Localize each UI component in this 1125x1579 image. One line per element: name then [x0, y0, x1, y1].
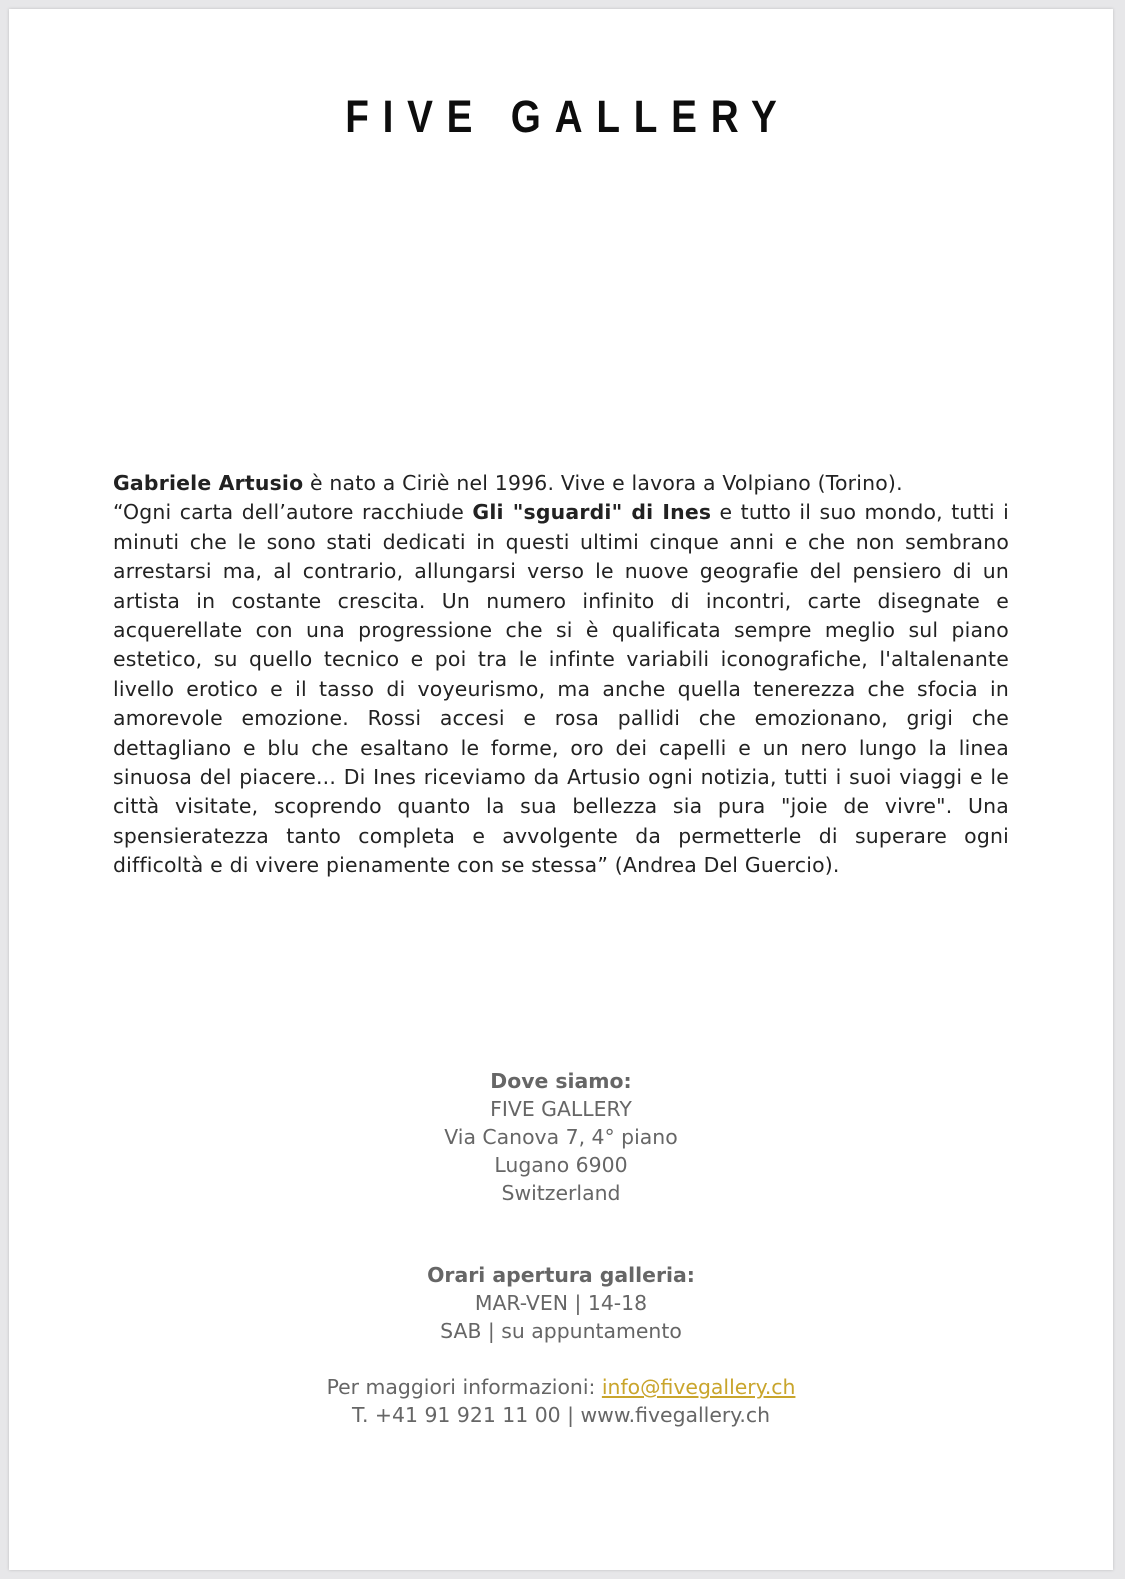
quote-part-2: e tutto il suo mondo, tutti i minuti che le sono stati dedicati in questi ultimi cinque anni e che non sembrano arrestarsi ma, al contrario, allungarsi verso le nuove geografie del pensiero di un artista in costante crescita. Un numero infinito di incontri, carte disegnate e acquerellate con una progressione che si è qualificata sempre meglio sul piano estetico, su quello tecnico e poi tra le infinte variabili iconografiche, l'altalenante livello erotico e il tasso di voyeurismo, ma anche quella tenerezza che sfocia in amorevole emozione. Rossi accesi e rosa pallidi che emozionano, grigi che dettagliano e blu che esaltano le forme, oro dei capelli e un nero lungo la linea sinuosa del piacere... Di Ines riceviamo da Artusio ogni notizia, tutti i suoi viaggi e le città visitate, scoprendo quanto la sua bellezza sia pura "joie de vivre". Una spensieratezza tanto completa e avvolgente da permetterle di superare ogni difficoltà e di vivere pienamente con se stessa” (Andrea Del Guercio). — [113, 500, 1009, 878]
location-block — [9, 1067, 1113, 1207]
hours-line: SAB | su appuntamento — [440, 1319, 682, 1343]
hours-line: MAR-VEN | 14-18 — [474, 1291, 648, 1315]
opening-hours-block — [9, 1261, 1113, 1345]
quote-part-1: “Ogni carta dell’autore racchiude — [113, 500, 473, 525]
artist-bio — [113, 469, 1009, 881]
hours-heading: Orari apertura galleria: — [427, 1263, 695, 1287]
location-line: Lugano 6900 — [494, 1153, 628, 1177]
bio-intro — [113, 469, 1009, 498]
critic-quote — [113, 498, 1009, 880]
gallery-logo: FIVE GALLERY — [345, 91, 791, 142]
bio-intro-text: è nato a Ciriè nel 1996. Vive e lavora a Volpiano (Torino). — [303, 471, 903, 495]
document-page — [9, 9, 1113, 1570]
phone-website-line: T. +41 91 921 11 00 | www.fivegallery.ch — [351, 1403, 771, 1427]
location-heading: Dove siamo: — [490, 1069, 632, 1093]
series-title: Gli "sguardi" di Ines — [472, 500, 712, 525]
contact-label: Per maggiori informazioni: — [326, 1375, 602, 1399]
contact-info-line — [9, 1373, 1113, 1401]
location-line: FIVE GALLERY — [490, 1097, 632, 1121]
location-line: Via Canova 7, 4° piano — [444, 1125, 678, 1149]
artist-name: Gabriele Artusio — [113, 471, 304, 495]
contact-block — [9, 1373, 1113, 1429]
email-link[interactable]: info@fivegallery.ch — [601, 1375, 796, 1399]
location-line: Switzerland — [501, 1181, 621, 1205]
